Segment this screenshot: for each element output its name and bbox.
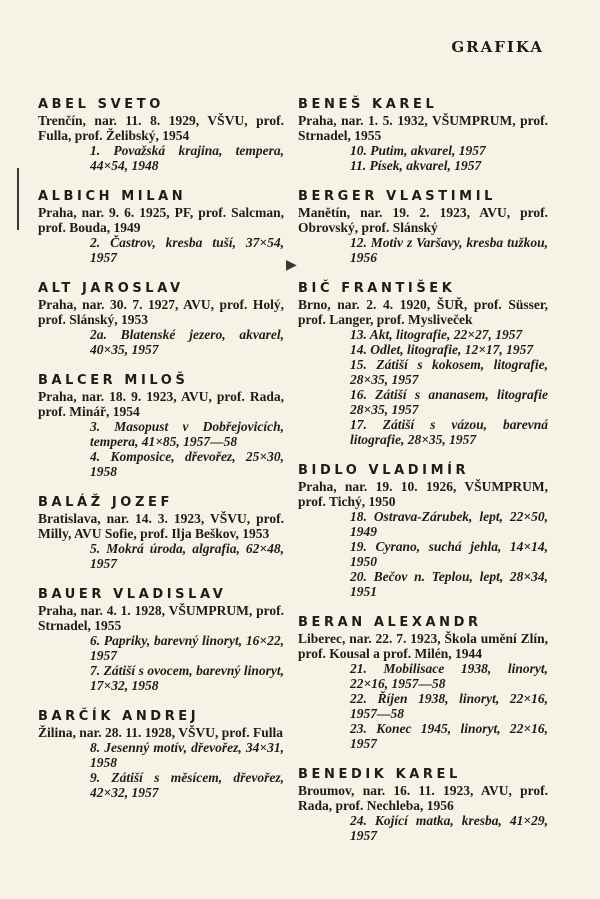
works-list [350,661,548,751]
artist-bio: Liberec, nar. 22. 7. 1923, Škola umění Zlín, prof. Kousal a prof. Milén, 1944 [298,631,548,661]
artist-bio: Žilina, nar. 28. 11. 1928, VŠVU, prof. Fulla [38,725,284,740]
page-title: GRAFIKA [451,38,544,56]
work-item: 8. Jesenný motív, dřevořez, 34×31, 1958 [90,740,284,770]
artist-bio: Praha, nar. 1. 5. 1932, VŠUMPRUM, prof. Strnadel, 1955 [298,113,548,143]
work-item: 10. Putim, akvarel, 1957 [350,143,486,158]
artist-entry [298,767,548,843]
artist-name: BALÁŽ JOZEF [38,495,173,510]
work-item: 7. Zátiší s ovocem, barevný linoryt, 17×32, 1958 [90,663,284,693]
work-item: 11. Písek, akvarel, 1957 [350,158,482,173]
work-item: 14. Odlet, litografie, 12×17, 1957 [350,342,534,357]
artist-name: BARČÍK ANDREJ [38,709,200,724]
left-column [38,97,284,816]
artist-name: ALT JAROSLAV [38,281,184,296]
work-item: 2a. Blatenské jezero, akvarel, 40×35, 1957 [90,327,284,357]
artist-entry [38,97,284,173]
work-item: 12. Motiv z Varšavy, kresba tužkou, 1956 [350,235,548,265]
work-item: 17. Zátiší s vázou, barevná litografie, 28×35, 1957 [350,417,548,447]
artist-name: BALCER MILOŠ [38,373,189,388]
artist-entry [38,281,284,357]
artist-entry [38,373,284,479]
work-item: 15. Zátiší s kokosem, litografie, 28×35, 1957 [350,357,548,387]
works-list [350,143,548,173]
artist-name: BAUER VLADISLAV [38,587,227,602]
work-item: 3. Masopust v Dobřejovicích, tempera, 41×85, 1957—58 [90,419,284,449]
works-list [350,327,548,447]
artist-name: BERAN ALEXANDR [298,615,482,630]
work-item: 13. Akt, litografie, 22×27, 1957 [350,327,523,342]
work-item: 6. Papriky, barevný linoryt, 16×22, 1957 [90,633,284,663]
artist-bio: Praha, nar. 4. 1. 1928, VŠUMPRUM, prof. Strnadel, 1955 [38,603,284,633]
artist-entry [298,463,548,599]
artist-entry [298,97,548,173]
artist-bio: Manětín, nar. 19. 2. 1923, AVU, prof. Obrovský, prof. Slánský [298,205,548,235]
work-item: 22. Říjen 1938, linoryt, 22×16, 1957—58 [350,691,548,721]
artist-bio: Broumov, nar. 16. 11. 1923, AVU, prof. Rada, prof. Nechleba, 1956 [298,783,548,813]
margin-mark [17,168,19,230]
works-list [90,419,284,479]
artist-bio: Trenčín, nar. 11. 8. 1929, VŠVU, prof. Fulla, prof. Želibský, 1954 [38,113,284,143]
artist-entry [38,709,284,800]
artist-name: BIČ FRANTIŠEK [298,281,456,296]
work-item: 2. Častrov, kresba tuší, 37×54, 1957 [90,235,284,265]
works-list [90,541,284,571]
work-item: 16. Zátiší s ananasem, litografie 28×35, 1957 [350,387,548,417]
artist-bio: Bratislava, nar. 14. 3. 1923, VŠVU, prof. Milly, AVU Sofie, prof. Ilja Beškov, 1953 [38,511,284,541]
artist-bio: Praha, nar. 18. 9. 1923, AVU, prof. Rada, prof. Minář, 1954 [38,389,284,419]
works-list [350,509,548,599]
right-column [298,97,548,859]
work-item: 24. Kojící matka, kresba, 41×29, 1957 [350,813,548,843]
artist-name: BENEŠ KAREL [298,97,438,112]
work-item: 9. Zátiší s měsícem, dřevořez, 42×32, 1957 [90,770,284,800]
artist-name: ABEL SVETO [38,97,164,112]
works-list [90,143,284,173]
artist-entry [298,189,548,265]
work-item: 18. Ostrava-Zárubek, lept, 22×50, 1949 [350,509,548,539]
artist-name: BIDLO VLADIMÍR [298,463,470,478]
work-item: 5. Mokrá úroda, algrafia, 62×48, 1957 [90,541,284,571]
artist-entry [38,189,284,265]
artist-bio: Praha, nar. 19. 10. 1926, VŠUMPRUM, prof. Tichý, 1950 [298,479,548,509]
artist-entry [38,587,284,693]
works-list [350,235,548,265]
artist-entry [298,281,548,447]
artist-entry [298,615,548,751]
works-list [90,740,284,800]
artist-name: ALBICH MILAN [38,189,187,204]
artist-bio: Praha, nar. 30. 7. 1927, AVU, prof. Holý, prof. Slánský, 1953 [38,297,284,327]
works-list [90,633,284,693]
artist-bio: Brno, nar. 2. 4. 1920, ŠUŘ, prof. Süsser, prof. Langer, prof. Mysliveček [298,297,548,327]
work-item: 19. Cyrano, suchá jehla, 14×14, 1950 [350,539,548,569]
pointer-mark-icon: ▶ [286,257,297,273]
works-list [90,235,284,265]
work-item: 23. Konec 1945, linoryt, 22×16, 1957 [350,721,548,751]
work-item: 4. Komposice, dřevořez, 25×30, 1958 [90,449,284,479]
artist-name: BERGER VLASTIMIL [298,189,497,204]
works-list [350,813,548,843]
work-item: 1. Považská krajina, tempera, 44×54, 1948 [90,143,284,173]
work-item: 20. Bečov n. Teplou, lept, 28×34, 1951 [350,569,548,599]
work-item: 21. Mobilisace 1938, linoryt, 22×16, 1957—58 [350,661,548,691]
works-list [90,327,284,357]
artist-bio: Praha, nar. 9. 6. 1925, PF, prof. Salcman, prof. Bouda, 1949 [38,205,284,235]
artist-name: BENEDIK KAREL [298,767,461,782]
artist-entry [38,495,284,571]
